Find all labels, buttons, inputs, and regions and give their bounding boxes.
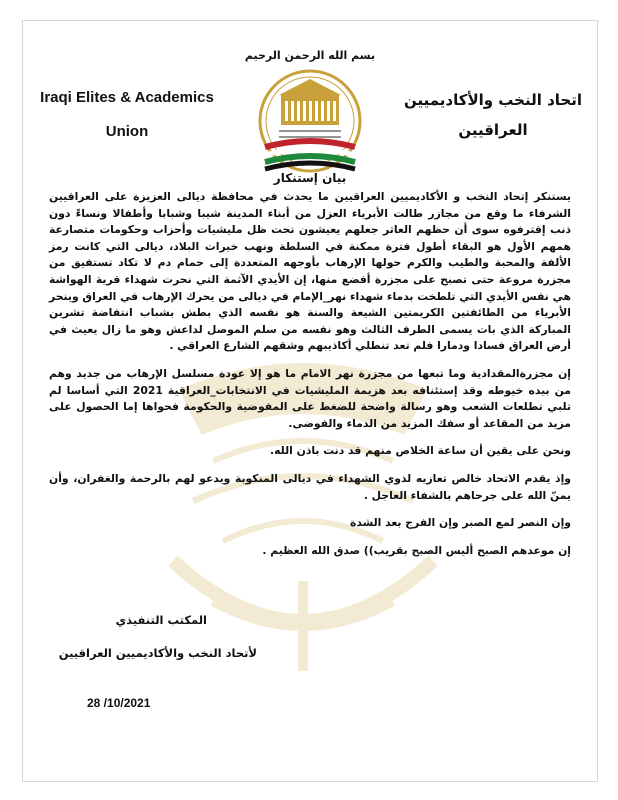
signature-organization: لأتحاد النخب والأكاديميين العراقيين (58, 646, 257, 660)
signature-department: المكتب التنفيذي (115, 613, 207, 627)
statement-paragraph: ونحن على يقين أن ساعة الخلاص منهم قد دنت باذن الله. (270, 444, 571, 458)
signature-date: 28 /10/2021 (87, 696, 151, 710)
statement-paragraph: إن مجزرةالمقدادية وما تبعها من مجزرة نهر الامام ما هو إلا عودة مسلسل الإرهاب من جديد وهم من بيده خيوطه وقد إستئنافه بعد هزيمة المليشيات في الانتخابات_العراقية 2021 التي أساسا لم تلبي تطلعات الشعب وهو رسالة واضحة للضغط على المفوضية والحكومة فحواها إما الحصول على مزيد من المقاعد أو سفك المزيد من الدماء والفوضى. (49, 366, 571, 430)
statement-paragraph: وإن النصر لمع الصبر وإن الفرج بعد الشدة (349, 516, 571, 530)
statement-title: بيان إستنكار (273, 171, 347, 185)
org-name-ar-line2: العراقيين (458, 121, 528, 139)
document-page (22, 20, 598, 782)
org-name-english (37, 81, 217, 149)
statement-body (49, 189, 571, 570)
org-name-en-line2: Union (105, 123, 149, 140)
statement-paragraph: وإذ يقدم الاتحاد خالص تعازيه لذوي الشهداء في ديالى المنكوبة ويدعو لهم بالرحمة والغفران، وأن يمنّ الله على جرحاهم بالشفاء العاجل . (49, 471, 571, 502)
statement-paragraph: إن موعدهم الصبح أليس الصبح بقريب)) صدق الله العظيم . (262, 543, 571, 557)
org-name-ar-line1: اتحاد النخب والأكاديميين (403, 91, 583, 109)
basmala: بسم الله الرحمن الرحيم (244, 49, 376, 62)
org-name-arabic (403, 85, 583, 145)
statement-paragraph: يستنكر إتحاد النخب و الأكاديميين العراقيين ما يحدث في محافظة ديالى العزيزة على العراقيين الشرفاء ما وقع من مجازر طالت الأبرياء العزل من أبناء المدينة شيبا وشبابا وأطفالا ونساءً دون ذنب إقترفوه سوى أن حظهم العاثر جعلهم يعيشون تحت ظل مليشيات وأحزاب وحكومات متصارعة همهم الأول هو البقاء أطول فترة ممكنة في السلطة ونهب خيرات البلاد، ديالى التي كانت رمز الألفة والمحبة والطيب والكرم حولها الإرهاب بأوجهه المتعددة إلى حمام دم لا تكاد تستفيق من مجزرة مروعة حتى تصبح على مجزرة أفضع منها، إن الأيدي الآثمة التي نحرت شهداء قرية الهواشة هي نفس الأيدي التي تلطخت بدماء شهداء نهر_الإمام في ديالى من يحرك الإرهاب في العراق وينحر الأبرياء من الطائفتين الكريمتين الشيعة والسنة هو نفسه الذي بطش بشباب انتفاضة تشرين المباركة الذي بات يسمى الطرف الثالث وهو نفسه من سلم الموصل لداعش وهو ما زال يعيث في أرض العراق فسادا ودمارا فلم تعد تنطلي أكاذيبهم وشقهم الشارع العراقي . (49, 190, 571, 353)
org-name-en-line1: Iraqi Elites & Academics (40, 89, 214, 106)
union-logo-icon (251, 65, 369, 183)
